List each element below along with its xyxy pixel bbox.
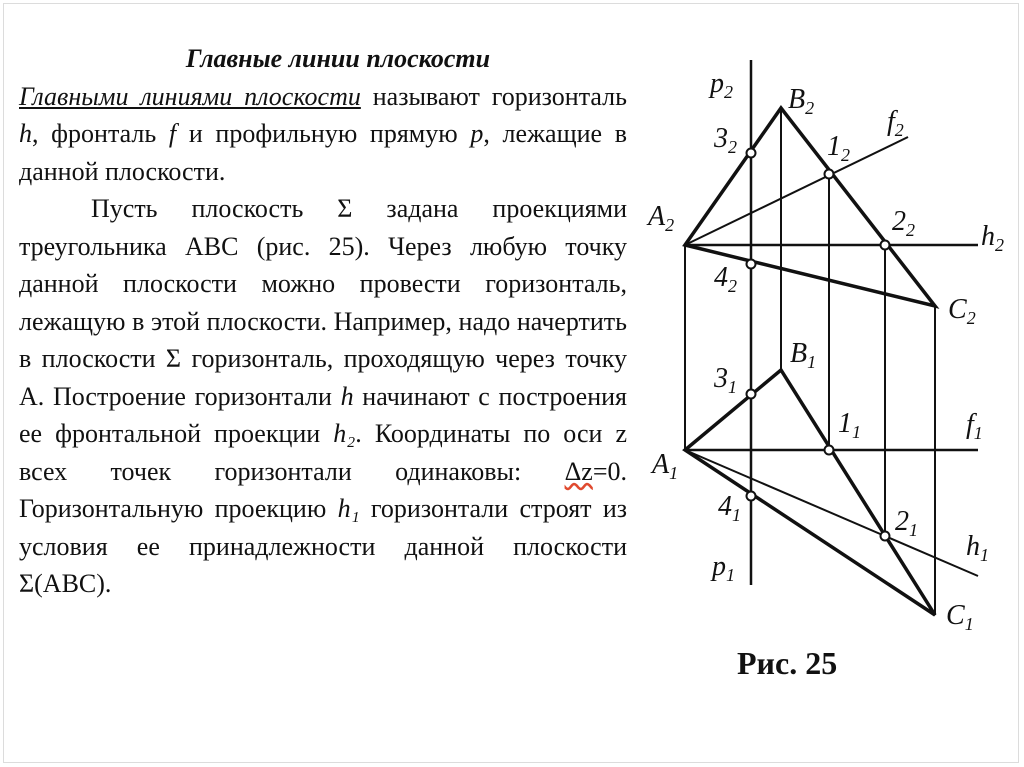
label-4-1: $4_1$	[718, 491, 741, 525]
label-p2: $p_2$	[710, 68, 733, 102]
para2-text-3: . Координаты по оси z всех точек горизонтали одинаковы:	[19, 419, 627, 486]
symbol-f: f	[168, 119, 177, 148]
label-A2: $A_2$	[648, 201, 675, 235]
label-f1: $f_1$	[966, 409, 983, 443]
definition-paragraph	[19, 78, 627, 191]
label-C1: $C_1$	[946, 600, 974, 634]
label-B2: $B_2$	[788, 84, 815, 118]
label-2-2: $2_2$	[892, 206, 915, 240]
para2-text-5: горизонтали строят из условия ее принадлежности данной плоскости Σ(ABC).	[19, 494, 628, 598]
label-p1: $p_1$	[712, 551, 735, 585]
page-title: Главные линии плоскости	[185, 44, 491, 73]
para2-text-1: Пусть плоскость Σ задана проекциями треугольника ABC (рис. 25). Через любую точку данной плоскости можно провести горизонталь, лежащую в этой плоскости. Например, надо начертить в плоскости Σ горизонталь, проходящую через точку A. Построение горизонтали	[19, 194, 627, 411]
label-h1: $h_1$	[966, 531, 989, 565]
term-main-lines: Главными линиями плоскости	[19, 81, 361, 111]
point-3-1	[747, 390, 756, 399]
label-C2: $C_2$	[948, 294, 976, 328]
construction-paragraph	[19, 190, 627, 603]
para2-text-4: =0. Горизонтальную проекцию	[19, 456, 627, 523]
point-1-2	[825, 170, 834, 179]
point-4-2	[747, 260, 756, 269]
label-3-2: $3_2$	[714, 123, 737, 157]
point-3-2	[747, 149, 756, 158]
label-A1: $A_1$	[652, 449, 679, 483]
para1-text-1: называют горизонталь	[360, 81, 627, 111]
para1-text-2: , фронталь	[32, 119, 169, 148]
symbol-p: p	[470, 119, 484, 148]
label-2-1: $2_1$	[895, 506, 918, 540]
symbol-h1: h₁	[337, 494, 360, 523]
label-f2: $f_2$	[887, 106, 904, 140]
label-B1: $B_1$	[790, 338, 817, 372]
point-4-1	[747, 492, 756, 501]
point-1-1	[825, 446, 834, 455]
figure-25-diagram	[640, 60, 1010, 640]
text-block	[19, 40, 627, 603]
label-h2: $h_2$	[981, 221, 1004, 255]
symbol-h2: h₂	[333, 419, 356, 448]
symbol-h: h	[19, 119, 32, 148]
para1-text-3: и профильную прямую	[176, 119, 471, 148]
para2-text-2: начинают с построения ее фронтальной проекции	[19, 381, 627, 448]
label-4-2: $4_2$	[714, 262, 737, 296]
symbol-h-2: h	[340, 381, 354, 411]
delta-z: Δz	[564, 456, 593, 486]
figure-caption: Рис. 25	[737, 645, 838, 681]
point-2-1	[881, 532, 890, 541]
para1-text-4: , лежащие в данной плоскости.	[19, 119, 627, 186]
label-1-1: $1_1$	[838, 408, 861, 442]
label-1-2: $1_2$	[827, 131, 850, 165]
label-3-1: $3_1$	[714, 363, 737, 397]
point-2-2	[881, 241, 890, 250]
